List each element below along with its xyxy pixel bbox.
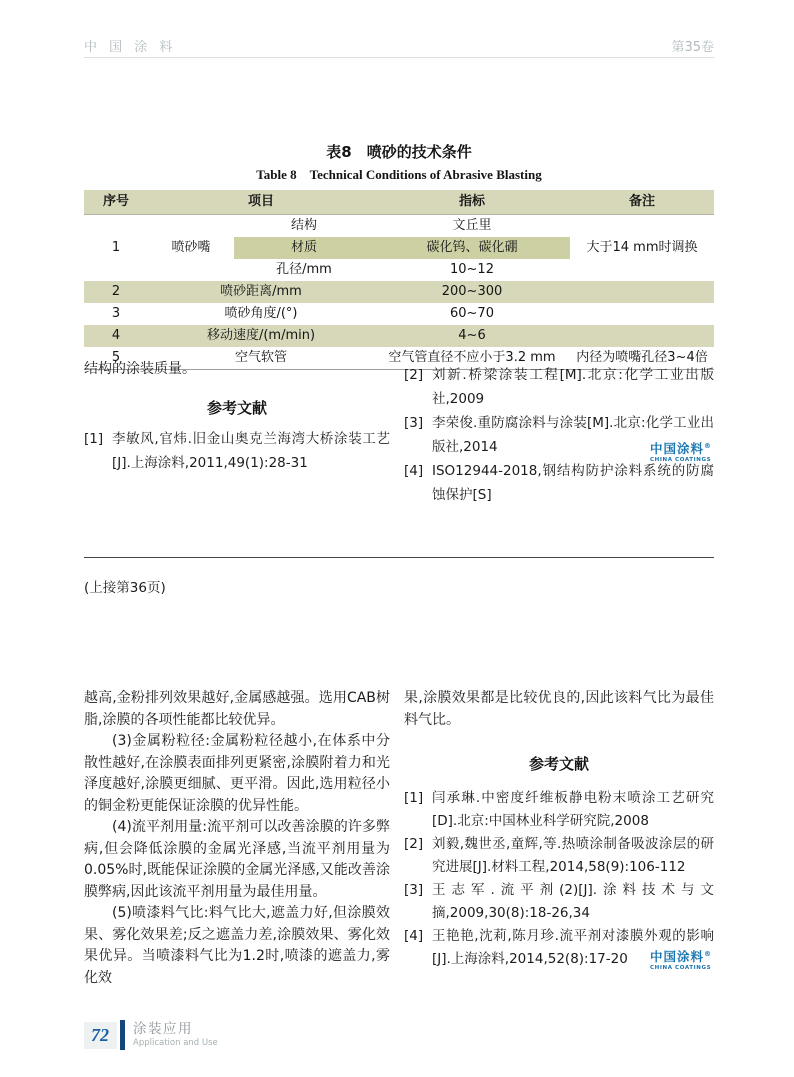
logo-cn-label: 中国涂料 [650, 441, 705, 457]
table-row [84, 215, 714, 238]
reference-list [404, 787, 714, 971]
cell-value: 200~300 [374, 281, 570, 303]
reference-text: 刘新.桥梁涂装工程[M].北京:化学工业出版社,2009 [432, 367, 714, 407]
reference-text: 李荣俊.重防腐涂料与涂装[M].北京:化学工业出版社,2014 [432, 415, 714, 455]
registered-mark-icon: ® [704, 950, 712, 958]
reference-text: 李敏风,官炜.旧金山奥克兰海湾大桥涂装工艺[J].上海涂料,2011,49(1):28-31 [112, 430, 390, 471]
article2-right-column [404, 688, 714, 971]
col-header-remark: 备注 [570, 190, 714, 215]
reference-number: [4] [404, 463, 424, 479]
logo-cn-text [650, 951, 711, 964]
references-heading: 参考文献 [206, 398, 267, 417]
col-header-no: 序号 [84, 190, 148, 215]
page-number: 72 [84, 1022, 117, 1049]
paragraph: (3)金属粉粒径:金属粉粒径越小,在体系中分散性越好,在涂膜表面排列更紧密,涂膜附着力和光泽度越好,涂膜更细腻、更平滑。因此,选用粒径小的铜金粉更能保证涂膜的优异性能。 [84, 733, 390, 814]
paragraph: (4)流平剂用量:流平剂可以改善涂膜的许多弊病,但会降低涂膜的金属光泽感,当流平剂用量为0.05%时,既能保证涂膜的金属光泽感,又能改善涂膜弊病,因此该流平剂用量为最佳用量。 [84, 819, 390, 900]
section-label-cn: 涂装应用 [133, 1021, 193, 1038]
paragraph: 越高,金粉排列效果越好,金属感越强。选用CAB树脂,涂膜的各项性能都比较优异。 [84, 690, 390, 728]
reference-number: [1] [404, 790, 424, 806]
table-title-cn: 表8 喷砂的技术条件 [326, 143, 472, 161]
logo-en-text: CHINA COATINGS [650, 964, 712, 971]
reference-number: [2] [404, 367, 424, 383]
reference-list [404, 363, 714, 507]
running-head [84, 36, 714, 55]
logo-en-text: CHINA COATINGS [650, 456, 712, 463]
china-coatings-logo [650, 443, 711, 463]
section-label-block [133, 1022, 218, 1047]
cell-value: 碳化钨、碳化硼 [374, 237, 570, 259]
reference-list [84, 427, 390, 475]
reference-number: [2] [404, 836, 424, 852]
reference-item [404, 456, 714, 507]
cell-remark [570, 303, 714, 325]
cell-item: 喷砂角度/(°) [224, 305, 298, 321]
section-label-en: Application and Use [133, 1038, 218, 1049]
cell-no: 4 [84, 325, 148, 347]
cell-sub-label: 材质 [234, 237, 374, 259]
table-title-en: Table 8 Technical Conditions of Abrasive Blasting [256, 167, 542, 182]
article2-left-column [84, 688, 390, 989]
reference-number: [1] [84, 430, 104, 447]
footer-bar-divider [120, 1020, 125, 1050]
table-section [84, 141, 714, 370]
header-rule [84, 57, 714, 58]
journal-name: 中 国 涂 料 [84, 40, 177, 55]
cell-remark [570, 281, 714, 303]
abrasive-blasting-table [84, 190, 714, 370]
reference-item [84, 427, 390, 475]
table-row [84, 281, 714, 303]
cell-no: 3 [111, 305, 121, 321]
reference-text: ISO12944-2018,钢结构防护涂料系统的防腐蚀保护[S] [432, 463, 714, 503]
registered-mark-icon: ® [704, 442, 712, 450]
col-header-item: 项目 [148, 190, 374, 215]
reference-number: [3] [404, 882, 424, 898]
cell-value: 60~70 [450, 305, 494, 321]
reference-number: [4] [404, 928, 424, 944]
cell-remark: 内径为喷嘴孔径3~4倍 [570, 347, 714, 370]
article1-closing-text: 结构的涂装质量。 [84, 361, 196, 377]
paragraph: 果,涂膜效果都是比较优良的,因此该料气比为最佳料气比。 [404, 690, 714, 728]
article-divider-rule [84, 557, 714, 558]
cell-sub-label: 孔径/mm [276, 261, 332, 277]
table-row [84, 303, 714, 325]
cell-value: 10~12 [450, 261, 494, 277]
cell-item: 空气软管 [148, 347, 374, 370]
reference-text: 王艳艳,沈莉,陈月珍.流平剂对漆膜外观的影响[J].上海涂料,2014,52(8):17-20 [432, 928, 714, 967]
cell-item: 喷砂嘴 [171, 239, 211, 255]
cell-no: 2 [84, 281, 148, 303]
table-row [84, 325, 714, 347]
reference-item [404, 879, 714, 925]
reference-item [404, 833, 714, 879]
reference-number: [3] [404, 415, 424, 431]
cell-item: 喷砂距离/mm [148, 281, 374, 303]
logo-cn-label: 中国涂料 [650, 949, 705, 965]
reference-text: 刘毅,魏世丞,童辉,等.热喷涂制备吸波涂层的研究进展[J].材料工程,2014,58(9):106-112 [432, 836, 714, 875]
continuation-note: (上接第36页) [84, 580, 166, 596]
article1-right-column [404, 363, 714, 507]
reference-text: 闫承琳.中密度纤维板静电粉末喷涂工艺研究[D].北京:中国林业科学研究院,2008 [432, 790, 714, 829]
table-header-row [84, 190, 714, 215]
china-coatings-logo [650, 951, 711, 971]
cell-no: 1 [111, 239, 121, 255]
reference-text: 王志军.流平剂(2)[J].涂料技术与文摘,2009,30(8):18-26,34 [432, 882, 714, 921]
volume-label: 第35卷 [671, 40, 714, 55]
logo-cn-text [650, 443, 711, 456]
cell-value: 4~6 [374, 325, 570, 347]
reference-item [404, 363, 714, 411]
cell-remark: 大于14 mm时调换 [586, 239, 698, 255]
cell-no: 5 [84, 347, 148, 370]
reference-item [404, 787, 714, 833]
cell-item: 移动速度/(m/min) [148, 325, 374, 347]
references-heading: 参考文献 [528, 755, 589, 773]
paragraph: (5)喷漆料气比:料气比大,遮盖力好,但涂膜效果、雾化效果差;反之遮盖力差,涂膜效果、雾化效果优异。当喷漆料气比为1.2时,喷漆的遮盖力,雾化效 [84, 905, 390, 986]
article1-left-column [84, 359, 390, 475]
page-footer [84, 1020, 218, 1050]
col-header-index: 指标 [374, 190, 570, 215]
cell-remark [570, 325, 714, 347]
cell-value: 空气管直径不应小于3.2 mm [374, 347, 570, 370]
cell-sub-label: 结构 [290, 217, 317, 233]
cell-value: 文丘里 [452, 217, 492, 233]
